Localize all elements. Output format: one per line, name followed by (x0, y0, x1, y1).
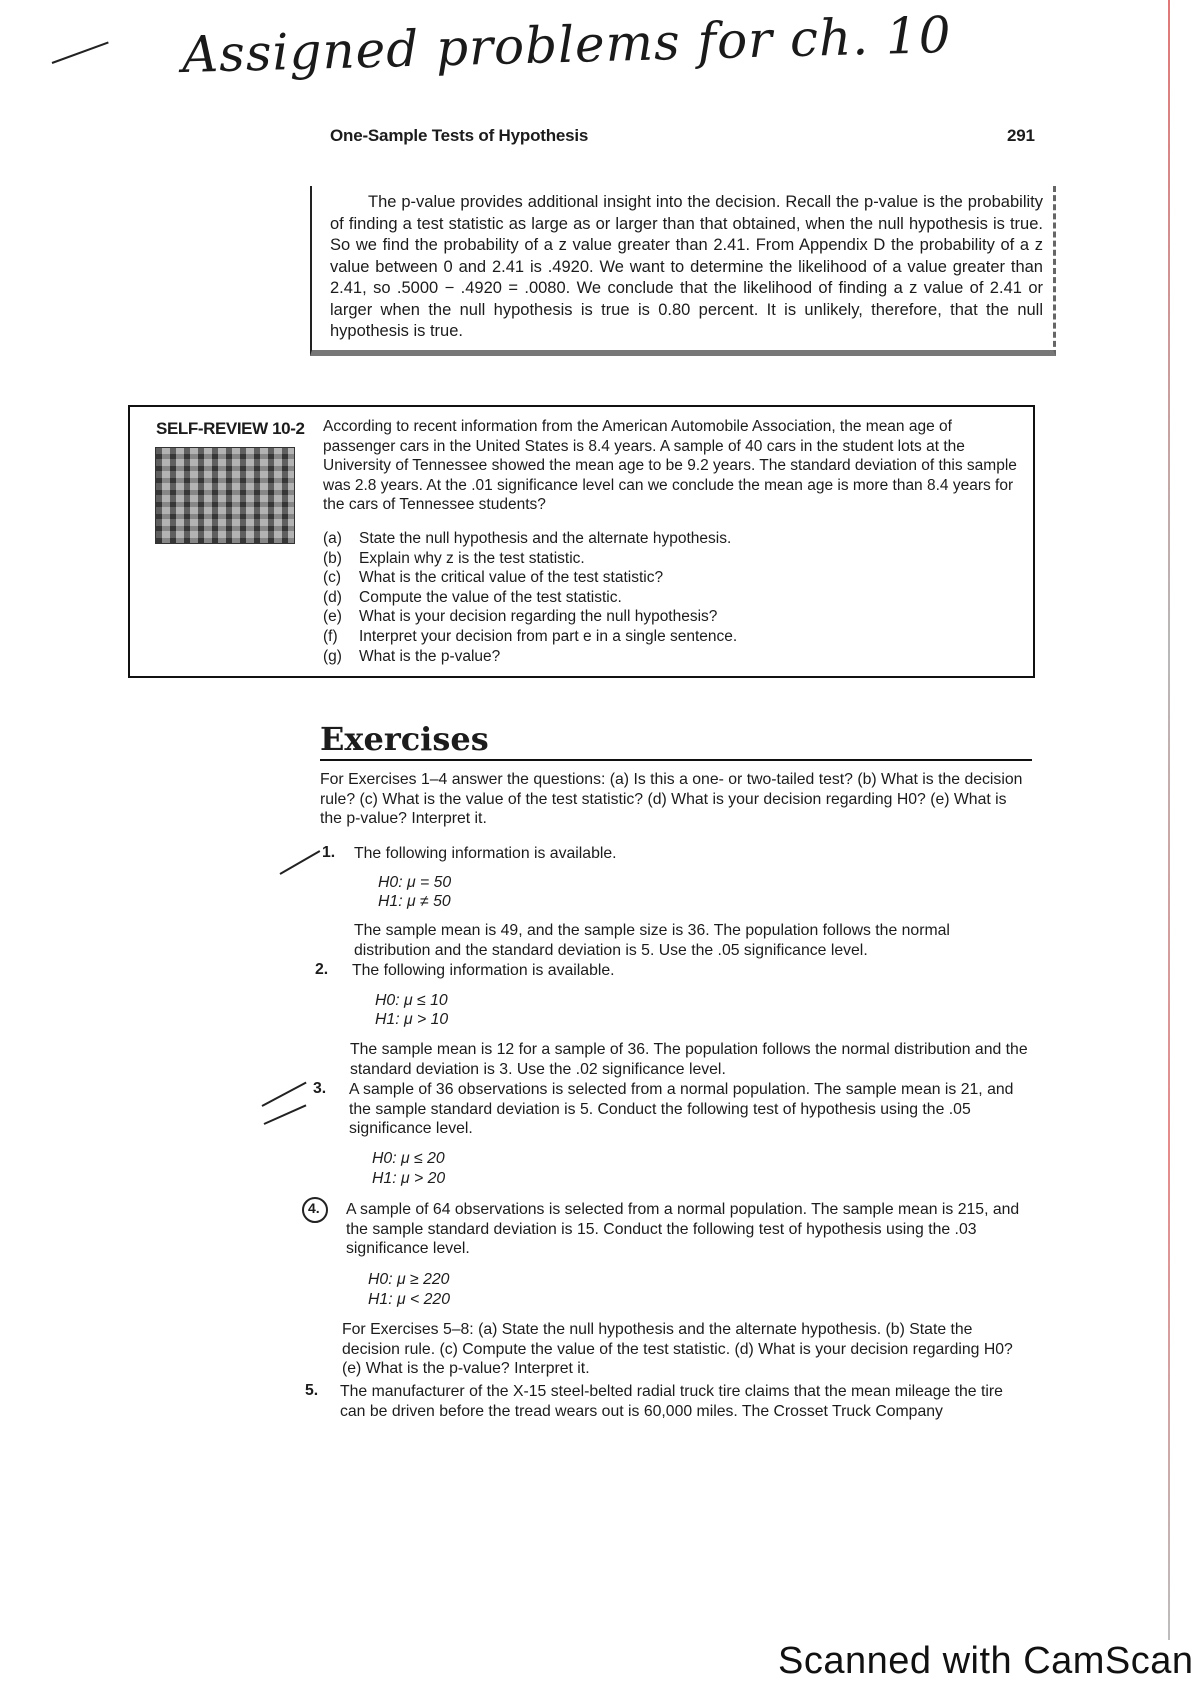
self-review-text: According to recent information from the American Automobile Association, the mean age of passenger cars in the United States is 8.4 years. A sample of 40 cars in the student lots at the University of Tennessee showed the mean age to be 9.2 years. The standard deviation of this sample was 2.8 years. At the .01 significance level can we conclude the mean age is more than 8.4 years for the cars of Tennessee students? (323, 418, 1017, 513)
self-review-question: (f) Interpret your decision from part e in a single sentence. (323, 627, 738, 645)
exercise-number: 1. (322, 844, 336, 861)
check-mark (262, 1082, 307, 1107)
self-review-question: (c) What is the critical value of the test statistic? (323, 569, 664, 587)
null-hypothesis: H0: μ = 50 (378, 874, 452, 891)
alternate-hypothesis: H1: μ > 20 (372, 1170, 446, 1187)
alternate-hypothesis: H1: μ < 220 (368, 1291, 450, 1308)
page-edge (1168, 0, 1170, 1640)
self-review-box (128, 405, 1035, 678)
exercise-text: The following information is available. (352, 962, 615, 979)
self-review-question: (a) State the null hypothesis and the alternate hypothesis. (323, 530, 732, 547)
calculator-photo (155, 447, 295, 544)
running-head-title: One-Sample Tests of Hypothesis (330, 126, 589, 145)
self-review-question: (g) What is the p-value? (323, 647, 501, 665)
self-review-questions (323, 529, 1023, 666)
alternate-hypothesis: H1: μ ≠ 50 (378, 893, 451, 910)
exercise-text: The manufacturer of the X-15 steel-belted radial truck tire claims that the mean mileage the tire can be driven before the tread wears out is 60,000 miles. The Crosset Truck Company (340, 1383, 1003, 1420)
null-hypothesis: H0: μ ≤ 20 (372, 1150, 445, 1167)
p-value-note-text: The p-value provides additional insight into the decision. Recall the p-value is the probability of finding a test statistic as large as or larger than that obtained, when the null hypothesis is true. So we find the probability of a z value greater than 2.41. From Appendix D the probability of a z value between 0 and 2.41 is .4920. We want to determine the likelihood of a value greater than 2.41, so .5000 − .4920 = .0080. We conclude that the likelihood of finding a z value of 2.41 or larger when the null hypothesis is true is 0.80 percent. It is unlikely, therefore, that the null hypothesis is true. (330, 193, 1043, 340)
handwritten-title: Assigned problems for ch. 10 (181, 5, 953, 84)
scanner-watermark: Scanned with CamScan (778, 1640, 1194, 1682)
exercise-text: A sample of 36 observations is selected from a normal population. The sample mean is 21, and the sample standard deviation is 5. Conduct the following test of hypothesis using the .05 significance level. (349, 1081, 1014, 1137)
exercises-heading: Exercises (320, 720, 1032, 761)
pen-stroke-mark (52, 42, 109, 64)
exercise-number: 3. (313, 1080, 327, 1097)
exercise-details: The sample mean is 12 for a sample of 36. The population follows the normal distribution and the standard deviation is 3. Use the .02 significance level. (350, 1041, 1028, 1078)
alternate-hypothesis: H1: μ > 10 (375, 1011, 449, 1028)
self-review-question: (e) What is your decision regarding the null hypothesis? (323, 608, 718, 626)
exercise-text: The following information is available. (354, 845, 617, 862)
exercise-details: The sample mean is 49, and the sample size is 36. The population follows the normal distribution and the standard deviation is 5. Use the .05 significance level. (354, 922, 950, 959)
exercise-number: 2. (315, 961, 329, 978)
check-mark (280, 850, 321, 875)
null-hypothesis: H0: μ ≤ 10 (375, 992, 448, 1009)
self-review-question: (d) Compute the value of the test statistic. (323, 588, 622, 606)
exercises-intro-5-8: For Exercises 5–8: (a) State the null hypothesis and the alternate hypothesis. (b) State the decision rule. (c) Compute the value of the test statistic. (d) What is your decision regarding H0? (e) What is the p-value? Interpret it. (342, 1321, 1013, 1377)
exercise-number: 4. (308, 1200, 320, 1216)
exercise-number: 5. (305, 1382, 319, 1399)
self-review-label: SELF-REVIEW 10-2 (156, 419, 305, 438)
exercise-text: A sample of 64 observations is selected from a normal population. The sample mean is 215, and the sample standard deviation is 15. Conduct the following test of hypothesis using the .03 significance level. (346, 1201, 1020, 1257)
null-hypothesis: H0: μ ≥ 220 (368, 1271, 450, 1288)
exercises-intro-1-4: For Exercises 1–4 answer the questions: (a) Is this a one- or two-tailed test? (b) What is the decision rule? (c) What is the value of the test statistic? (d) What is your decision regarding H0? (e) What is the p-value? Interpret it. (320, 771, 1023, 827)
self-review-question: (b) Explain why z is the test statistic. (323, 549, 585, 567)
page-number: 291 (1007, 126, 1035, 145)
check-mark (264, 1104, 307, 1125)
p-value-note-box (310, 186, 1056, 356)
